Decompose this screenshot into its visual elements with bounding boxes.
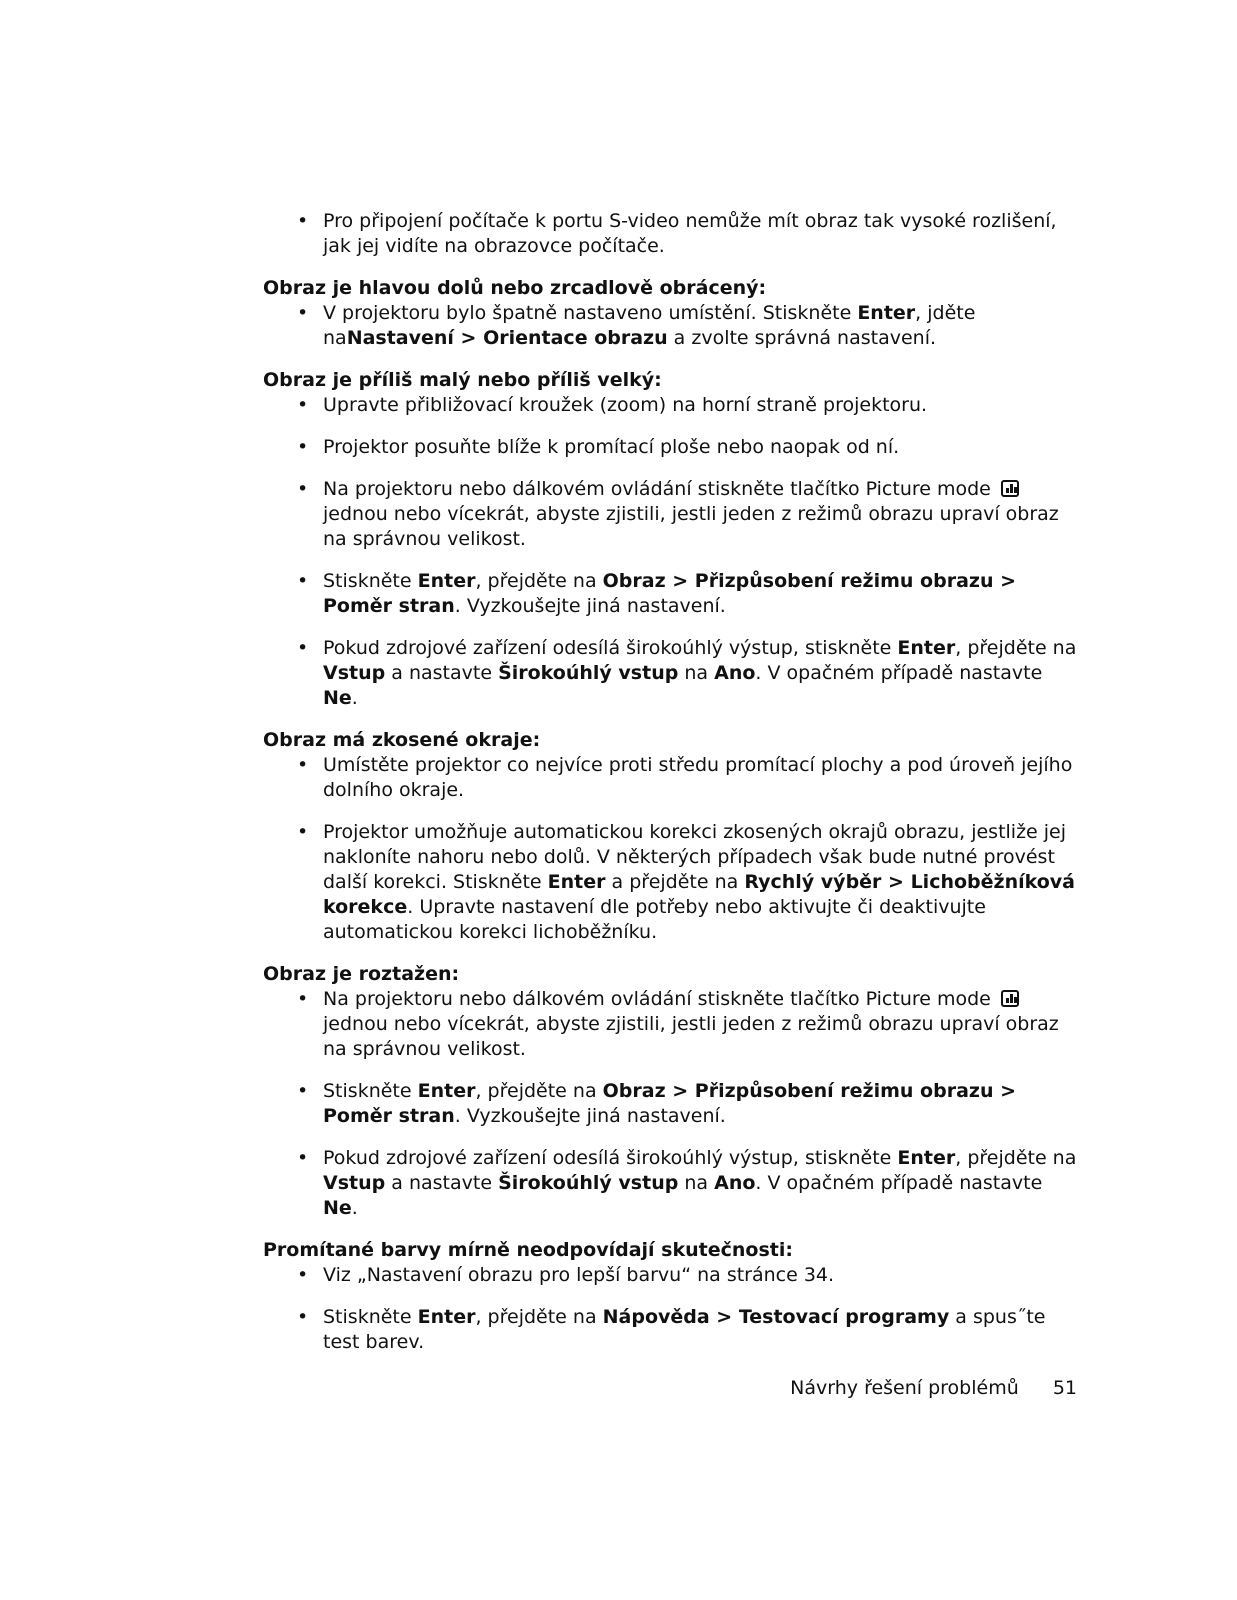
section-heading: Obraz je příliš malý nebo příliš velký: (263, 369, 662, 391)
list-item (263, 636, 1083, 711)
bold-text: Nastavení > Orientace obrazu (346, 327, 668, 349)
bold-text: Širokoúhlý vstup (498, 662, 679, 684)
list-item (263, 477, 1083, 552)
bold-text: Vstup (323, 1172, 386, 1194)
bold-text: Enter (417, 1306, 476, 1328)
text-run: Stiskněte (323, 570, 418, 592)
text-run: jednou nebo vícekrát, abyste zjistili, jestli jeden z režimů obrazu upraví obraz na správnou velikost. (323, 1013, 1059, 1060)
text-run: Umístěte projektor co nejvíce proti středu promítací plochy a pod úroveň jejího dolního okraje. (323, 754, 1073, 801)
text-run: Upravte přibližovací kroužek (zoom) na horní straně projektoru. (323, 394, 928, 416)
bullet: • (297, 1306, 309, 1328)
text-run: , jděte na (323, 302, 976, 349)
section (263, 276, 1083, 351)
page-number: 51 (1052, 1377, 1077, 1399)
bullet: • (297, 478, 309, 500)
text-run: . Upravte nastavení dle potřeby nebo aktivujte či deaktivujte automatickou korekci lichoběžníku. (323, 896, 986, 943)
picture-mode-icon (1001, 990, 1019, 1007)
text-run: . Vyzkoušejte jiná nastavení. (454, 595, 726, 617)
page-content (263, 209, 1083, 1372)
text-run: a přejděte na (605, 871, 745, 893)
list-item (263, 435, 1083, 460)
text-run: a zvolte správná nastavení. (667, 327, 937, 349)
bold-text: Širokoúhlý vstup (498, 1172, 679, 1194)
list-item (263, 393, 1083, 418)
section (263, 1238, 1083, 1355)
text-run: Stiskněte (323, 1080, 418, 1102)
bullet: • (297, 302, 309, 324)
section (263, 962, 1083, 1221)
list-item (263, 1263, 1083, 1288)
list-item (263, 1146, 1083, 1221)
text-run: . (351, 1197, 358, 1219)
intro-text: Pro připojení počítače k portu S-video nemůže mít obraz tak vysoké rozlišení, jak jej vidíte na obrazovce počítače. (323, 210, 1057, 257)
text-run: , přejděte na (475, 570, 603, 592)
text-run: Projektor umožňuje automatickou korekci zkosených okrajů obrazu, jestliže jej nakloníte nahoru nebo dolů. V některých případech však bude nutné provést další korekci. Stiskněte (323, 821, 1067, 893)
text-run: , přejděte na (475, 1080, 603, 1102)
text-run: na (678, 662, 715, 684)
text-run: Stiskněte (323, 1306, 418, 1328)
text-run: a nastavte (385, 1172, 499, 1194)
bullet: • (297, 1147, 309, 1169)
text-run: . V opačném případě nastavte (755, 662, 1043, 684)
bold-text: Rychlý výběr > Lichoběžníková korekce (323, 871, 1076, 918)
bold-text: Enter (417, 570, 476, 592)
bullet: • (297, 1264, 309, 1286)
section (263, 728, 1083, 945)
text-run: . (351, 687, 358, 709)
section-heading: Obraz je hlavou dolů nebo zrcadlově obrácený: (263, 277, 767, 299)
bullet: • (297, 754, 309, 776)
list-item (263, 1305, 1083, 1355)
bold-text: Ano (714, 662, 756, 684)
sections (263, 276, 1083, 1355)
bold-text: Ne (323, 1197, 352, 1219)
bold-text: Enter (547, 871, 606, 893)
text-run: Projektor posuňte blíže k promítací ploše nebo naopak od ní. (323, 436, 900, 458)
bold-text: Obraz > Přizpůsobení režimu obrazu > Poměr stran (323, 570, 1017, 617)
bullet: • (297, 394, 309, 416)
list-item (263, 753, 1083, 803)
bold-text: Enter (417, 1080, 476, 1102)
list-item (263, 569, 1083, 619)
bold-text: Enter (897, 1147, 956, 1169)
bold-text: Obraz > Přizpůsobení režimu obrazu > Poměr stran (323, 1080, 1017, 1127)
text-run: a spus˝te test barev. (323, 1306, 1046, 1353)
list-item (263, 1079, 1083, 1129)
page-footer (790, 1376, 1077, 1401)
text-run: Pokud zdrojové zařízení odesílá širokoúhlý výstup, stiskněte (323, 1147, 898, 1169)
bullet: • (297, 210, 309, 232)
text-run: , přejděte na (955, 637, 1077, 659)
bullet: • (297, 1080, 309, 1102)
bold-text: Nápověda > Testovací programy (602, 1306, 950, 1328)
text-run: . Vyzkoušejte jiná nastavení. (454, 1105, 726, 1127)
text-run: . V opačném případě nastavte (755, 1172, 1043, 1194)
text-run: , přejděte na (955, 1147, 1077, 1169)
footer-section-title: Návrhy řešení problémů (790, 1377, 1019, 1399)
list-item (263, 301, 1083, 351)
text-run: , přejděte na (475, 1306, 603, 1328)
bold-text: Ano (714, 1172, 756, 1194)
bold-text: Enter (897, 637, 956, 659)
list-item (263, 987, 1083, 1062)
section-heading: Promítané barvy mírně neodpovídají skutečnosti: (263, 1239, 793, 1261)
text-run: Na projektoru nebo dálkovém ovládání stiskněte tlačítko Picture mode (323, 478, 991, 500)
bullet: • (297, 637, 309, 659)
bullet: • (297, 436, 309, 458)
bullet: • (297, 988, 309, 1010)
text-run: Pokud zdrojové zařízení odesílá širokoúhlý výstup, stiskněte (323, 637, 898, 659)
bullet: • (297, 821, 309, 843)
intro-list-item (263, 209, 1083, 259)
bold-text: Enter (857, 302, 916, 324)
text-run: V projektoru bylo špatně nastaveno umístění. Stiskněte (323, 302, 858, 324)
bullet: • (297, 570, 309, 592)
section (263, 368, 1083, 711)
text-run: na (678, 1172, 715, 1194)
text-run: Na projektoru nebo dálkovém ovládání stiskněte tlačítko Picture mode (323, 988, 991, 1010)
text-run: Viz „Nastavení obrazu pro lepší barvu“ na stránce 34. (323, 1264, 835, 1286)
picture-mode-icon (1001, 480, 1019, 497)
text-run: a nastavte (385, 662, 499, 684)
bold-text: Ne (323, 687, 352, 709)
text-run: jednou nebo vícekrát, abyste zjistili, jestli jeden z režimů obrazu upraví obraz na správnou velikost. (323, 503, 1059, 550)
section-heading: Obraz má zkosené okraje: (263, 729, 541, 751)
bold-text: Vstup (323, 662, 386, 684)
section-heading: Obraz je roztažen: (263, 963, 460, 985)
list-item (263, 820, 1083, 945)
